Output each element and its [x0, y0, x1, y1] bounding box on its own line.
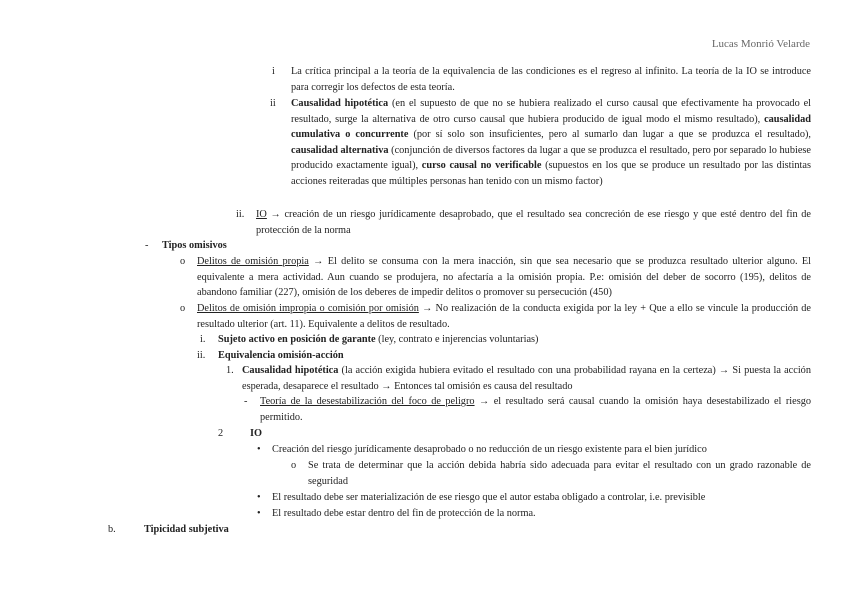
list-marker: 1.: [226, 365, 234, 376]
list-marker: -: [244, 396, 248, 407]
list-marker: b.: [108, 524, 116, 535]
heading-tipicidad-subjetiva: Tipicidad subjetiva: [144, 524, 229, 535]
term-io: IO: [256, 209, 267, 220]
paragraph-sujeto-activo: Sujeto activo en posición de garante (ley, contrato e injerencias voluntarias): [218, 334, 539, 345]
list-marker: ii.: [197, 350, 206, 361]
heading-io: IO: [250, 428, 263, 439]
term-causalidad-alternativa: causalidad alternativa: [291, 144, 389, 156]
list-marker: o: [291, 460, 297, 471]
header-author: Lucas Monrió Velarde: [711, 38, 810, 50]
term-omision-impropia: Delitos de omisión impropia o comisión por omisión: [197, 303, 419, 314]
list-marker: i.: [200, 334, 206, 345]
list-marker: ii.: [236, 209, 245, 220]
paragraph-omision-propia: Delitos de omisión propia → El delito se consuma con la mera inacción, sin que sea necesario que se produzca resultado ulterior alguno. El equivalente a mera actividad. Aun cuando se produjera, no afectaría a la omisión propia. P.e: omisión del deber de socorro (195), delitos de abandono familiar (227), omisión de los deberes de impedir delitos o promover su persecución (450): [197, 256, 811, 298]
list-marker: o: [180, 303, 186, 314]
term-causalidad-hipotetica-2: Causalidad hipotética: [242, 365, 339, 376]
paragraph-critica: La crítica principal a la teoría de la equivalencia de las condiciones es el regreso al infinito. La teoría de la IO se introduce para corregir los defectos de esta teoría.: [291, 66, 811, 93]
list-marker: -: [145, 240, 149, 251]
bullet-accion-debida: Se trata de determinar que la acción debida habría sido adecuada para evitar el resultado con un grado razonable de seguridad: [308, 460, 811, 487]
list-marker: •: [257, 508, 261, 519]
bullet-creacion-riesgo: Creación del riesgo jurídicamente desaprobado o no reducción de un riesgo existente para el bien jurídico: [272, 444, 707, 455]
list-marker: o: [180, 256, 186, 267]
paragraph-io: IO → creación de un riesgo jurídicamente desaprobado, que el resultado sea concreción de ese riesgo y que esté dentro del fin de protección de la norma: [256, 209, 811, 236]
paragraph-causalidad-cases: Causalidad hipotética (en el supuesto de que no se hubiera realizado el curso causal que efectivamente ha provocado el resultado, surge la alternativa de otro curso causal que hubiera producido de igual modo el mismo resultado), causalidad cumulativa o concurrente (por sí solo son insuficientes, pero al sumarlo dan lugar a que se produzca el resultado), causalidad alternativa (conjunción de diversos factores da lugar a que se produzca el resultado, pero por separado lo hubiese producido exactamente igual), curso causal no verificable (supuestos en los que se produce un resultado por las distintas acciones reiteradas que múltiples personas han tenido con un mismo factor): [291, 98, 811, 187]
paragraph-causalidad-hipotetica: Causalidad hipotética (la acción exigida hubiera evitado el resultado con una probabilidad rayana en la certeza) → Si puesta la acción esperada, desaparece el resultado → Entonces tal omisión es causa del resultado: [242, 365, 811, 392]
term-sujeto-activo: Sujeto activo en posición de garante: [218, 334, 376, 345]
list-marker: 2: [218, 428, 224, 439]
bullet-materializacion: El resultado debe ser materialización de ese riesgo que el autor estaba obligado a controlar, i.e. previsible: [272, 492, 706, 503]
list-marker: •: [257, 444, 261, 455]
term-curso-causal: curso causal no verificable: [421, 160, 542, 171]
heading-equivalencia: Equivalencia omisión-acción: [218, 350, 344, 361]
heading-tipos-omisivos: Tipos omisivos: [162, 240, 227, 251]
bullet-fin-proteccion: El resultado debe estar dentro del fin de protección de la norma.: [272, 508, 536, 519]
term-causalidad-cumulativa: causalidad cumulativa o concurrente: [291, 113, 811, 140]
term-omision-propia: Delitos de omisión propia: [197, 256, 309, 267]
term-causalidad-hipotetica: Causalidad hipotética: [291, 98, 389, 109]
paragraph-teoria-desestabilizacion: Teoría de la desestabilización del foco de peligro → el resultado será causal cuando la omisión haya desestabilizado el riesgo permitido.: [260, 396, 811, 423]
list-marker: •: [257, 492, 261, 503]
list-marker: ii: [270, 98, 276, 109]
term-teoria-desestabilizacion: Teoría de la desestabilización del foco de peligro: [260, 396, 475, 407]
list-marker: i: [272, 66, 275, 77]
paragraph-omision-impropia: Delitos de omisión impropia o comisión por omisión → No realización de la conducta exigida por la ley + Que a ello se vincule la producción de resultado ulterior (art. 11). Equivalente a delitos de resultado.: [197, 303, 812, 330]
